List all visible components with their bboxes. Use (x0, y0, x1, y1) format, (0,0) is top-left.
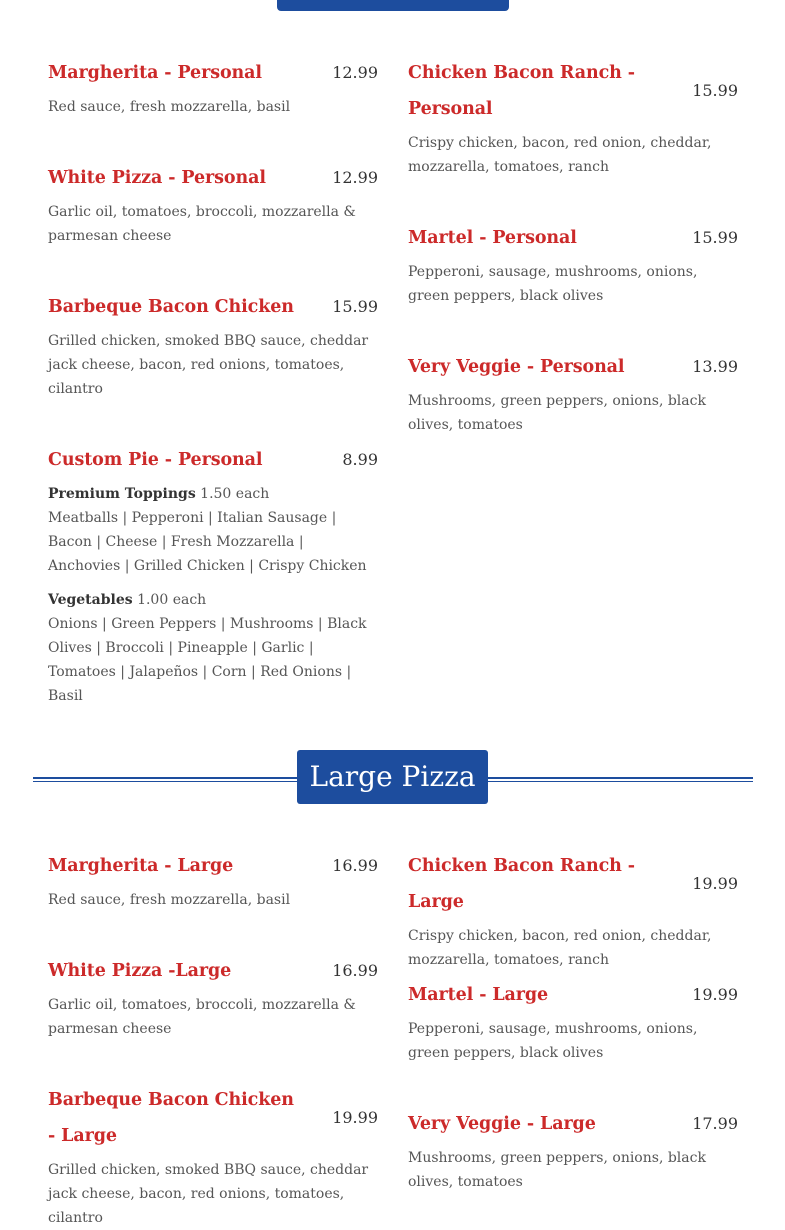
premium-toppings-price: 1.50 each (200, 486, 270, 502)
item-description: Crispy chicken, bacon, red onion, cheddar, mozzarella, tomatoes, ranch (408, 135, 712, 175)
premium-toppings-list: Meatballs | Pepperoni | Italian Sausage | Bacon | Cheese | Fresh Mozzarella | Anchovies | Grilled Chicken | Crispy Chicken (48, 510, 367, 574)
item-price: 12.99 (332, 63, 378, 82)
item-description: Red sauce, fresh mozzarella, basil (48, 99, 291, 115)
item-price: 15.99 (332, 297, 378, 316)
menu-item (48, 848, 378, 912)
item-price: 15.99 (692, 228, 738, 247)
item-price: 19.99 (332, 1108, 378, 1127)
item-description: Pepperoni, sausage, mushrooms, onions, green peppers, black olives (408, 1021, 698, 1061)
item-name: Margherita - Large (48, 856, 234, 876)
menu-item (408, 977, 738, 1065)
vegetable-toppings (48, 588, 378, 708)
item-name: Chicken Bacon Ranch - Personal (408, 63, 635, 119)
item-description: Grilled chicken, smoked BBQ sauce, cheddar jack cheese, bacon, red onions, tomatoes, cilantro (48, 1162, 369, 1226)
item-name: White Pizza - Personal (48, 168, 266, 188)
menu-item (48, 160, 378, 248)
vegetables-list: Onions | Green Peppers | Mushrooms | Black Olives | Broccoli | Pineapple | Garlic | Tomatoes | Jalapeños | Corn | Red Onions | Basil (48, 616, 367, 704)
item-description: Mushrooms, green peppers, onions, black olives, tomatoes (408, 1150, 706, 1190)
item-description: Garlic oil, tomatoes, broccoli, mozzarella & parmesan cheese (48, 204, 356, 244)
item-description: Red sauce, fresh mozzarella, basil (48, 892, 291, 908)
item-name: Margherita - Personal (48, 63, 262, 83)
menu-item (48, 1082, 378, 1230)
premium-toppings (48, 482, 378, 578)
item-price: 19.99 (692, 874, 738, 893)
menu-item (408, 55, 738, 179)
item-description: Crispy chicken, bacon, red onion, cheddar, mozzarella, tomatoes, ranch (408, 928, 712, 968)
menu-item (408, 848, 738, 972)
item-price: 16.99 (332, 856, 378, 875)
menu-item (408, 349, 738, 437)
menu-item (48, 289, 378, 401)
premium-toppings-label: Premium Toppings (48, 486, 196, 502)
item-name: Chicken Bacon Ranch - Large (408, 856, 635, 912)
menu-item (48, 55, 378, 119)
item-name: Martel - Personal (408, 228, 577, 248)
item-price: 17.99 (692, 1114, 738, 1133)
menu-item (408, 220, 738, 308)
item-price: 16.99 (332, 961, 378, 980)
vegetables-label: Vegetables (48, 592, 133, 608)
item-price: 15.99 (692, 81, 738, 100)
item-name: Barbeque Bacon Chicken (48, 297, 294, 317)
menu-item (408, 1106, 738, 1194)
item-name: White Pizza -Large (48, 961, 232, 981)
item-name: Custom Pie - Personal (48, 450, 263, 470)
item-name: Martel - Large (408, 985, 549, 1005)
item-description: Garlic oil, tomatoes, broccoli, mozzarella & parmesan cheese (48, 997, 356, 1037)
item-description: Mushrooms, green peppers, onions, black olives, tomatoes (408, 393, 706, 433)
item-description: Grilled chicken, smoked BBQ sauce, cheddar jack cheese, bacon, red onions, tomatoes, cilantro (48, 333, 369, 397)
section-title-large-pizza: Large Pizza (297, 750, 488, 804)
item-price: 19.99 (692, 985, 738, 1004)
vegetables-price: 1.00 each (137, 592, 207, 608)
item-name: Very Veggie - Personal (408, 357, 625, 377)
item-price: 8.99 (342, 450, 378, 469)
menu-item (48, 953, 378, 1041)
item-price: 12.99 (332, 168, 378, 187)
menu-item-custom-pie (48, 442, 378, 708)
item-name: Barbeque Bacon Chicken - Large (48, 1090, 294, 1146)
item-name: Very Veggie - Large (408, 1114, 596, 1134)
item-description: Pepperoni, sausage, mushrooms, onions, green peppers, black olives (408, 264, 698, 304)
item-price: 13.99 (692, 357, 738, 376)
previous-section-tab (277, 0, 509, 11)
